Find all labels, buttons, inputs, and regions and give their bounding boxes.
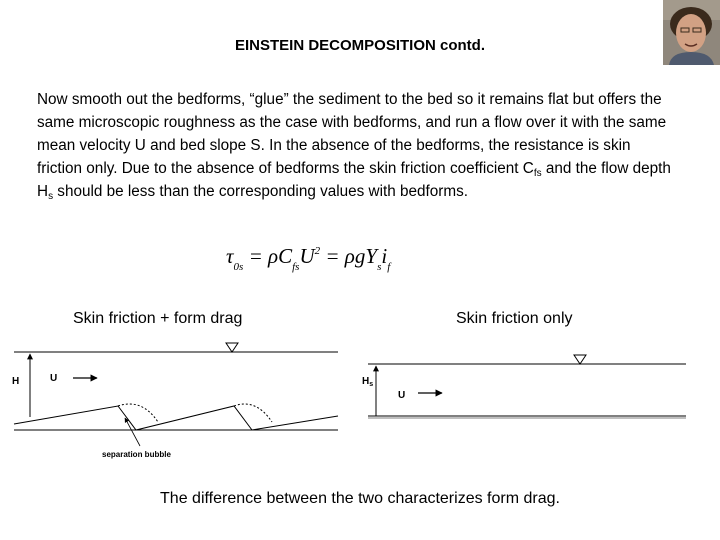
- paragraph-part-3: should be less than the corresponding values with bedforms.: [53, 183, 469, 200]
- eq-tau-sub: 0s: [233, 261, 244, 273]
- eq-rho-1: ρ: [267, 244, 279, 268]
- eq-i: i: [381, 244, 388, 268]
- eq-tau: τ: [226, 244, 234, 268]
- paragraph-part-1: Now smooth out the bedforms, “glue” the sediment to the bed so it remains flat but offers the same microscopic roughness as the case with bedforms, and run a flow over it with the same mean velocity U and bed slope S. In the absence of the bedforms, the resistance is skin friction only. Due to the absence of bedforms the skin friction coefficient C: [37, 91, 667, 177]
- right-diagram-heading: Skin friction only: [456, 310, 573, 327]
- cf-subscript: fs: [533, 168, 542, 179]
- separation-bubble-pointer: [125, 418, 140, 446]
- right-depth-letter: H: [362, 376, 370, 387]
- right-water-surface-triangle: [574, 355, 586, 364]
- shear-stress-equation: [226, 244, 390, 273]
- portrait-photo: [663, 0, 720, 65]
- body-paragraph: [37, 88, 677, 203]
- right-flow-diagram: [362, 355, 686, 418]
- left-water-surface-triangle: [226, 343, 238, 352]
- right-velocity-label: U: [398, 390, 406, 401]
- eq-y-sub: s: [377, 261, 382, 273]
- eq-c: C: [278, 244, 293, 268]
- eq-equals-1: =: [243, 244, 268, 268]
- left-velocity-label: U: [50, 373, 58, 384]
- eq-y: Y: [365, 244, 378, 268]
- left-depth-label: H: [12, 376, 20, 387]
- left-diagram-heading: Skin friction + form drag: [73, 310, 243, 327]
- left-dune-bed: [14, 406, 338, 430]
- eq-u-sup: 2: [314, 245, 321, 257]
- eq-c-sub: fs: [292, 261, 300, 273]
- flow-diagrams: [0, 330, 720, 470]
- hs-subscript: s: [48, 191, 54, 202]
- eq-u: U: [299, 244, 315, 268]
- slide-title: EINSTEIN DECOMPOSITION contd.: [234, 37, 485, 54]
- right-depth-sub: s: [369, 381, 374, 388]
- separation-bubble-label: separation bubble: [102, 450, 171, 459]
- slide-caption: The difference between the two characterizes form drag.: [160, 490, 560, 507]
- paragraph-part-2: and the flow depth H: [37, 160, 671, 200]
- eq-i-sub: f: [387, 261, 391, 273]
- eq-equals-2: =: [320, 244, 345, 268]
- left-flow-diagram: [12, 343, 338, 459]
- eq-rho-2: ρ: [344, 244, 355, 268]
- separation-bubble-1: [118, 404, 158, 422]
- right-depth-label: [362, 376, 373, 388]
- eq-g: g: [354, 244, 366, 268]
